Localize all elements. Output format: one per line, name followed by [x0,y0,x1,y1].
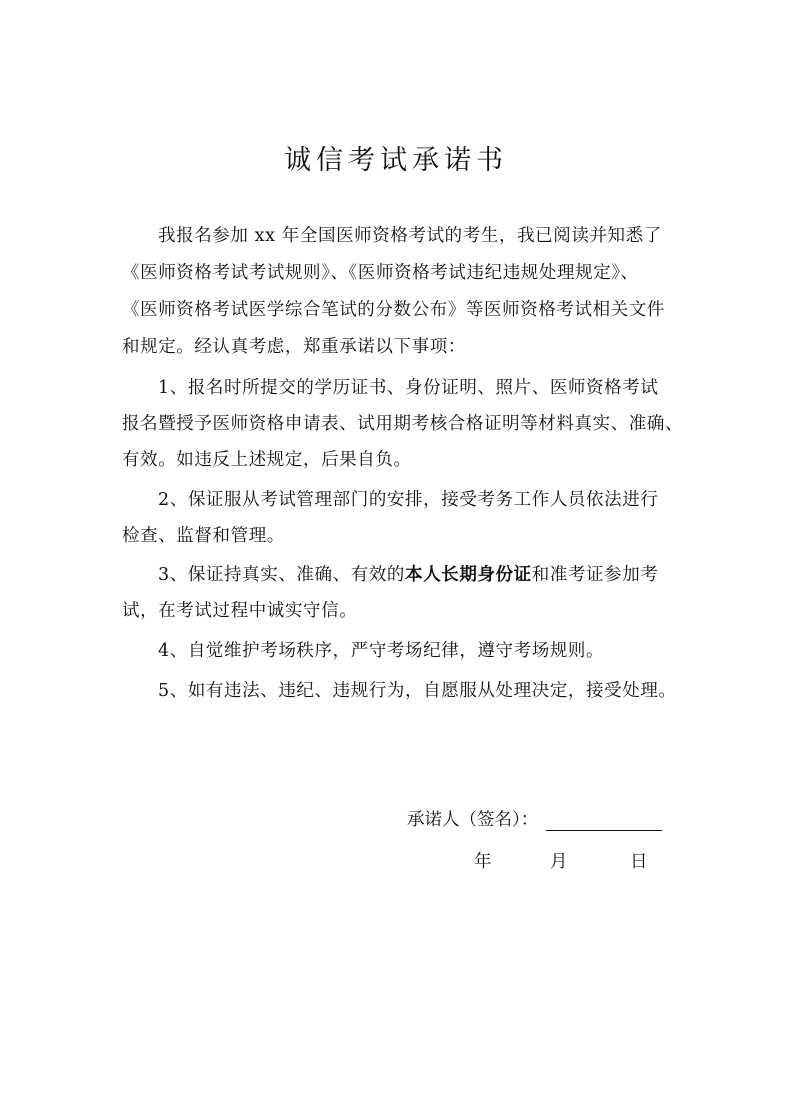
item-2-line-2: 检查、监督和管理。 [122,526,285,546]
date-day: 日 [630,852,648,872]
item-3-text-post: 和准考证参加考 [531,565,659,585]
date-year: 年 [474,852,492,872]
item-3-line-2: 试，在考试过程中诚实守信。 [122,601,358,621]
signature-field[interactable] [546,814,662,831]
item-5-line-1: 5、如有违法、违纪、违规行为，自愿服从处理决定，接受处理。 [158,681,677,701]
signature-row [407,806,662,831]
item-3-text-pre: 3、保证持真实、准确、有效的 [158,565,406,585]
intro-line-1: 我报名参加 xx 年全国医师资格考试的考生，我已阅读并知悉了 [158,226,662,246]
intro-line-4: 和规定。经认真考虑，郑重承诺以下事项： [122,337,466,357]
intro-line-3: 《医师资格考试医学综合笔试的分数公布》等医师资格考试相关文件 [122,300,665,320]
signature-label: 承诺人（签名）： [407,810,539,830]
date-month: 月 [550,852,568,872]
item-1-line-2: 报名暨授予医师资格申请表、试用期考核合格证明等材料真实、准确、 [122,414,684,434]
item-2-line-1: 2、保证服从考试管理部门的安排，接受考务工作人员依法进行 [158,490,659,510]
document-title: 诚信考试承诺书 [284,145,508,176]
item-3-line-1 [158,561,672,586]
intro-line-2: 《医师资格考试考试规则》、《医师资格考试违纪违规处理规定》、 [122,263,639,283]
item-3-text-bold: 本人长期身份证 [405,565,532,585]
item-1-line-1: 1、报名时所提交的学历证书、身份证明、照片、医师资格考试 [158,378,659,398]
item-4-line-1: 4、自觉维护考场秩序，严守考场纪律，遵守考场规则。 [158,641,605,661]
item-1-line-3: 有效。如违反上述规定，后果自负。 [122,450,412,470]
